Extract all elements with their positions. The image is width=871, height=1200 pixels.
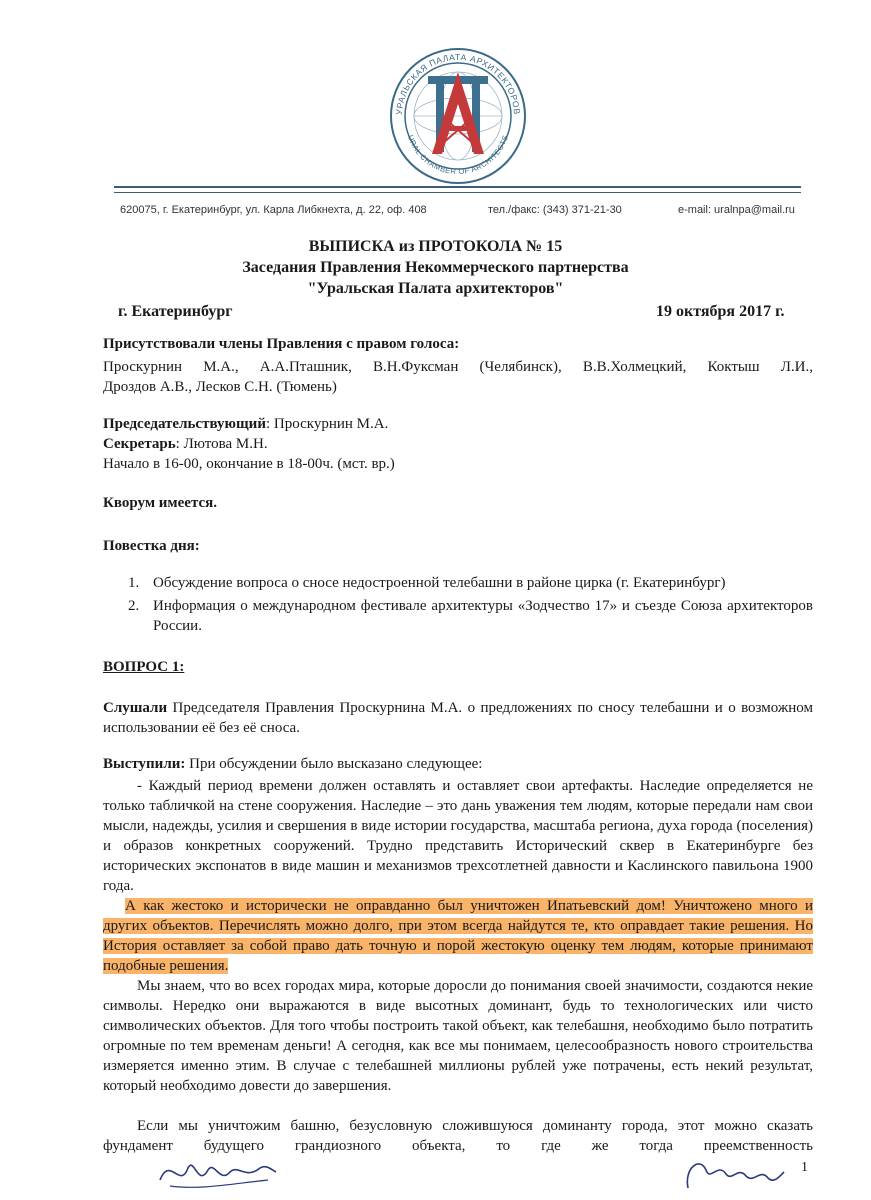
header-rule-bottom <box>114 192 801 193</box>
quorum: Кворум имеется. <box>103 495 218 511</box>
agenda-item <box>128 573 813 593</box>
agenda-item-text: Обсуждение вопроса о сносе недостроенной телебашни в районе цирка (г. Екатеринбург) <box>153 575 726 591</box>
contact-email: e-mail: uralnpa@mail.ru <box>678 204 795 216</box>
doc-subtitle: Заседания Правления Некоммерческого партнерства <box>242 259 629 276</box>
spoke-text: При обсуждении было высказано следующее: <box>185 756 483 772</box>
paragraph-4: Если мы уничтожим башню, безусловную сложившуюся доминанту города, этот можно сказать фундамент будущего грандиозного объекта, то где же тогда преемственность <box>103 1118 813 1154</box>
secretary-label: Секретарь <box>103 436 176 452</box>
agenda-item <box>128 596 813 636</box>
paragraph-3: Мы знаем, что во всех городах мира, которые доросли до понимания своей значимости, создаются некие символы. Нередко они выражаются в виде высотных доминант, будь то технологических или чисто символических объектов. Для того чтобы построить такой объект, как телебашня, необходимо было потратить огромные по тем временам деньги! А сегодня, как все мы понимаем, целесообразность нового строительства измеряется именно этим. В случае с телебашней миллионы рублей уже потрачены, есть некий результат, который необходимо довести до завершения. <box>103 978 813 1094</box>
present-label: Присутствовали члены Правления с правом голоса: <box>103 336 460 352</box>
ural-chamber-logo <box>388 46 528 186</box>
chair-label: Председательствующий <box>103 416 266 432</box>
city: г. Екатеринбург <box>118 303 233 320</box>
meeting-time: Начало в 16-00, окончание в 18-00ч. (мст. вр.) <box>103 456 395 472</box>
signature-left <box>150 1150 280 1195</box>
page-number: 1 <box>801 1160 808 1175</box>
header-rule-top <box>114 186 801 188</box>
signature-right <box>680 1148 790 1198</box>
secretary-line <box>103 435 268 454</box>
date: 19 октября 2017 г. <box>656 303 785 320</box>
listened-paragraph <box>103 698 813 738</box>
doc-title: ВЫПИСКА из ПРОТОКОЛА № 15 <box>308 238 563 255</box>
highlighted-text: А как жестоко и исторически не оправданно был уничтожен Ипатьевский дом! Уничтожено много и других объектов. Перечислять можно долго, при этом всегда найдутся те, кто оправдает такие решения. Но История оставляет за собой право дать точную и порой жестокую оценку тем людям, которые принимают подобные решения. <box>103 898 813 974</box>
present-list-line2: Дроздов А.В., Лесков С.Н. (Тюмень) <box>103 379 337 395</box>
paragraph-2 <box>103 896 813 976</box>
agenda-item-number: 2. <box>128 598 140 614</box>
question-heading: ВОПРОС 1: <box>103 659 185 675</box>
contact-phone: тел./факс: (343) 371-21-30 <box>488 204 622 216</box>
spoke-line <box>103 755 482 774</box>
agenda-item-text: Информация о международном фестивале архитектуры «Зодчество 17» и съезде Союза архитекторов России. <box>153 598 813 634</box>
present-list-line1: Проскурнин М.А., А.А.Пташник, В.Н.Фуксман (Челябинск), В.В.Холмецкий, Коктыш Л.И., <box>103 359 813 375</box>
listened-text: Председателя Правления Проскурнина М.А. о предложениях по сносу телебашни и о возможном использовании её без её сноса. <box>103 700 813 736</box>
spoke-label: Выступили: <box>103 756 186 772</box>
agenda-item-number: 1. <box>128 575 140 591</box>
logo-ring-top-text: УРАЛЬСКАЯ ПАЛАТА АРХИТЕКТОРОВ <box>393 51 523 116</box>
listened-label: Слушали <box>103 700 168 716</box>
logo-ring-bottom-text: URAL CHAMBER OF ARCHITECTS <box>405 133 511 177</box>
contact-address: 620075, г. Екатеринбург, ул. Карла Либкнехта, д. 22, оф. 408 <box>120 204 427 216</box>
paragraph-1: - Каждый период времени должен оставлять и оставляет свои артефакты. Наследие определяется не только табличкой на стене сооружения. Наследие – это дань уважения тем людям, которые передали нам свои мысли, надежды, усилия и свершения в виде истории государства, масштаба региона, духа города (поселения) и образов конкретных сооружений. Трудно представить Исторический сквер в Екатеринбурге без исторических экспонатов в виде машин и механизмов трехсотлетней давности и Каслинского павильона 1900 года. <box>103 778 813 894</box>
chair-value: : Проскурнин М.А. <box>265 416 389 432</box>
doc-org-name: "Уральская Палата архитекторов" <box>307 280 564 297</box>
chair-line <box>103 415 388 434</box>
agenda-label: Повестка дня: <box>103 538 200 554</box>
secretary-value: : Лютова М.Н. <box>175 436 268 452</box>
